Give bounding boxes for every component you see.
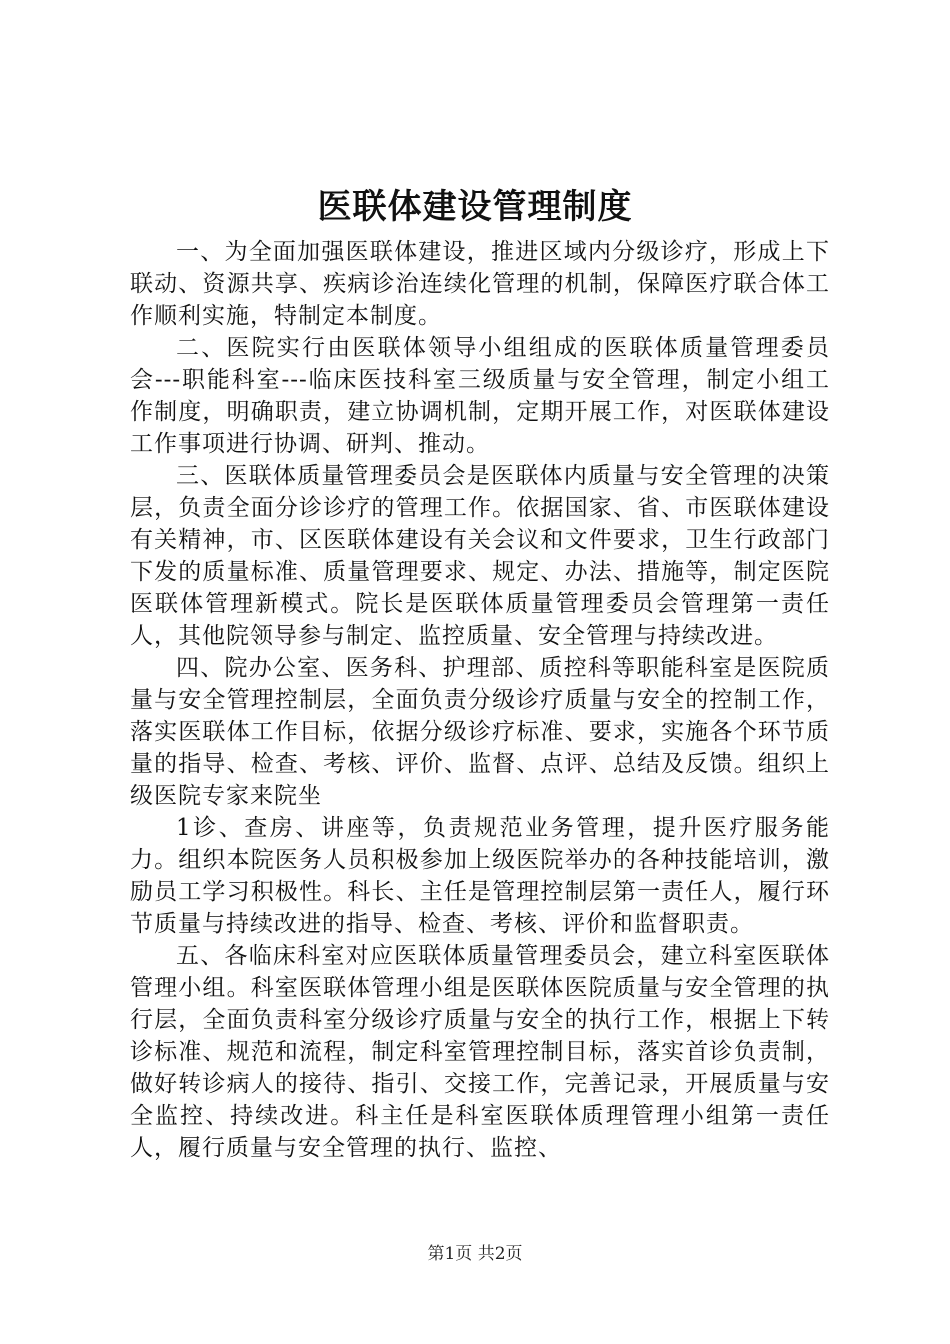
document-title: 医联体建设管理制度 <box>317 187 633 227</box>
page-footer: 第1页 共2页 <box>427 1244 523 1264</box>
paragraph-3: 三、医联体质量管理委员会是医联体内质量与安全管理的决策层，负责全面分诊诊疗的管理工作。依据国家、省、市医联体建设有关精神，市、区医联体建设有关会议和文件要求，卫生行政部门下发的质量标准、质量管理要求、规定、办法、措施等，制定医院医联体管理新模式。院长是医联体质量管理委员会管理第一责任人，其他院领导参与制定、监控质量、安全管理与持续改进。 <box>130 463 830 649</box>
document-body <box>130 236 830 1164</box>
paragraph-5: 1诊、查房、讲座等，负责规范业务管理，提升医疗服务能力。组织本院医务人员积极参加上级医院举办的各种技能培训，激励员工学习积极性。科长、主任是管理控制层第一责任人，履行环节质量与持续改进的指导、检查、考核、评价和监督职责。 <box>130 815 830 937</box>
paragraph-1: 一、为全面加强医联体建设，推进区域内分级诊疗，形成上下联动、资源共享、疾病诊治连续化管理的机制，保障医疗联合体工作顺利实施，特制定本制度。 <box>130 239 830 329</box>
paragraph-6: 五、各临床科室对应医联体质量管理委员会，建立科室医联体管理小组。科室医联体管理小组是医联体医院质量与安全管理的执行层，全面负责科室分级诊疗质量与安全的执行工作，根据上下转诊标准、规范和流程，制定科室管理控制目标，落实首诊负责制，做好转诊病人的接待、指引、交接工作，完善记录，开展质量与安全监控、持续改进。科主任是科室医联体质理管理小组第一责任人，履行质量与安全管理的执行、监控、 <box>130 943 830 1161</box>
paragraph-2: 二、医院实行由医联体领导小组组成的医联体质量管理委员会---职能科室---临床医技科室三级质量与安全管理，制定小组工作制度，明确职责，建立协调机制，定期开展工作，对医联体建设工作事项进行协调、研判、推动。 <box>130 335 830 457</box>
paragraph-4: 四、院办公室、医务科、护理部、质控科等职能科室是医院质量与安全管理控制层，全面负责分级诊疗质量与安全的控制工作，落实医联体工作目标，依据分级诊疗标准、要求，实施各个环节质量的指导、检查、考核、评价、监督、点评、总结及反馈。组织上级医院专家来院坐 <box>130 655 830 809</box>
